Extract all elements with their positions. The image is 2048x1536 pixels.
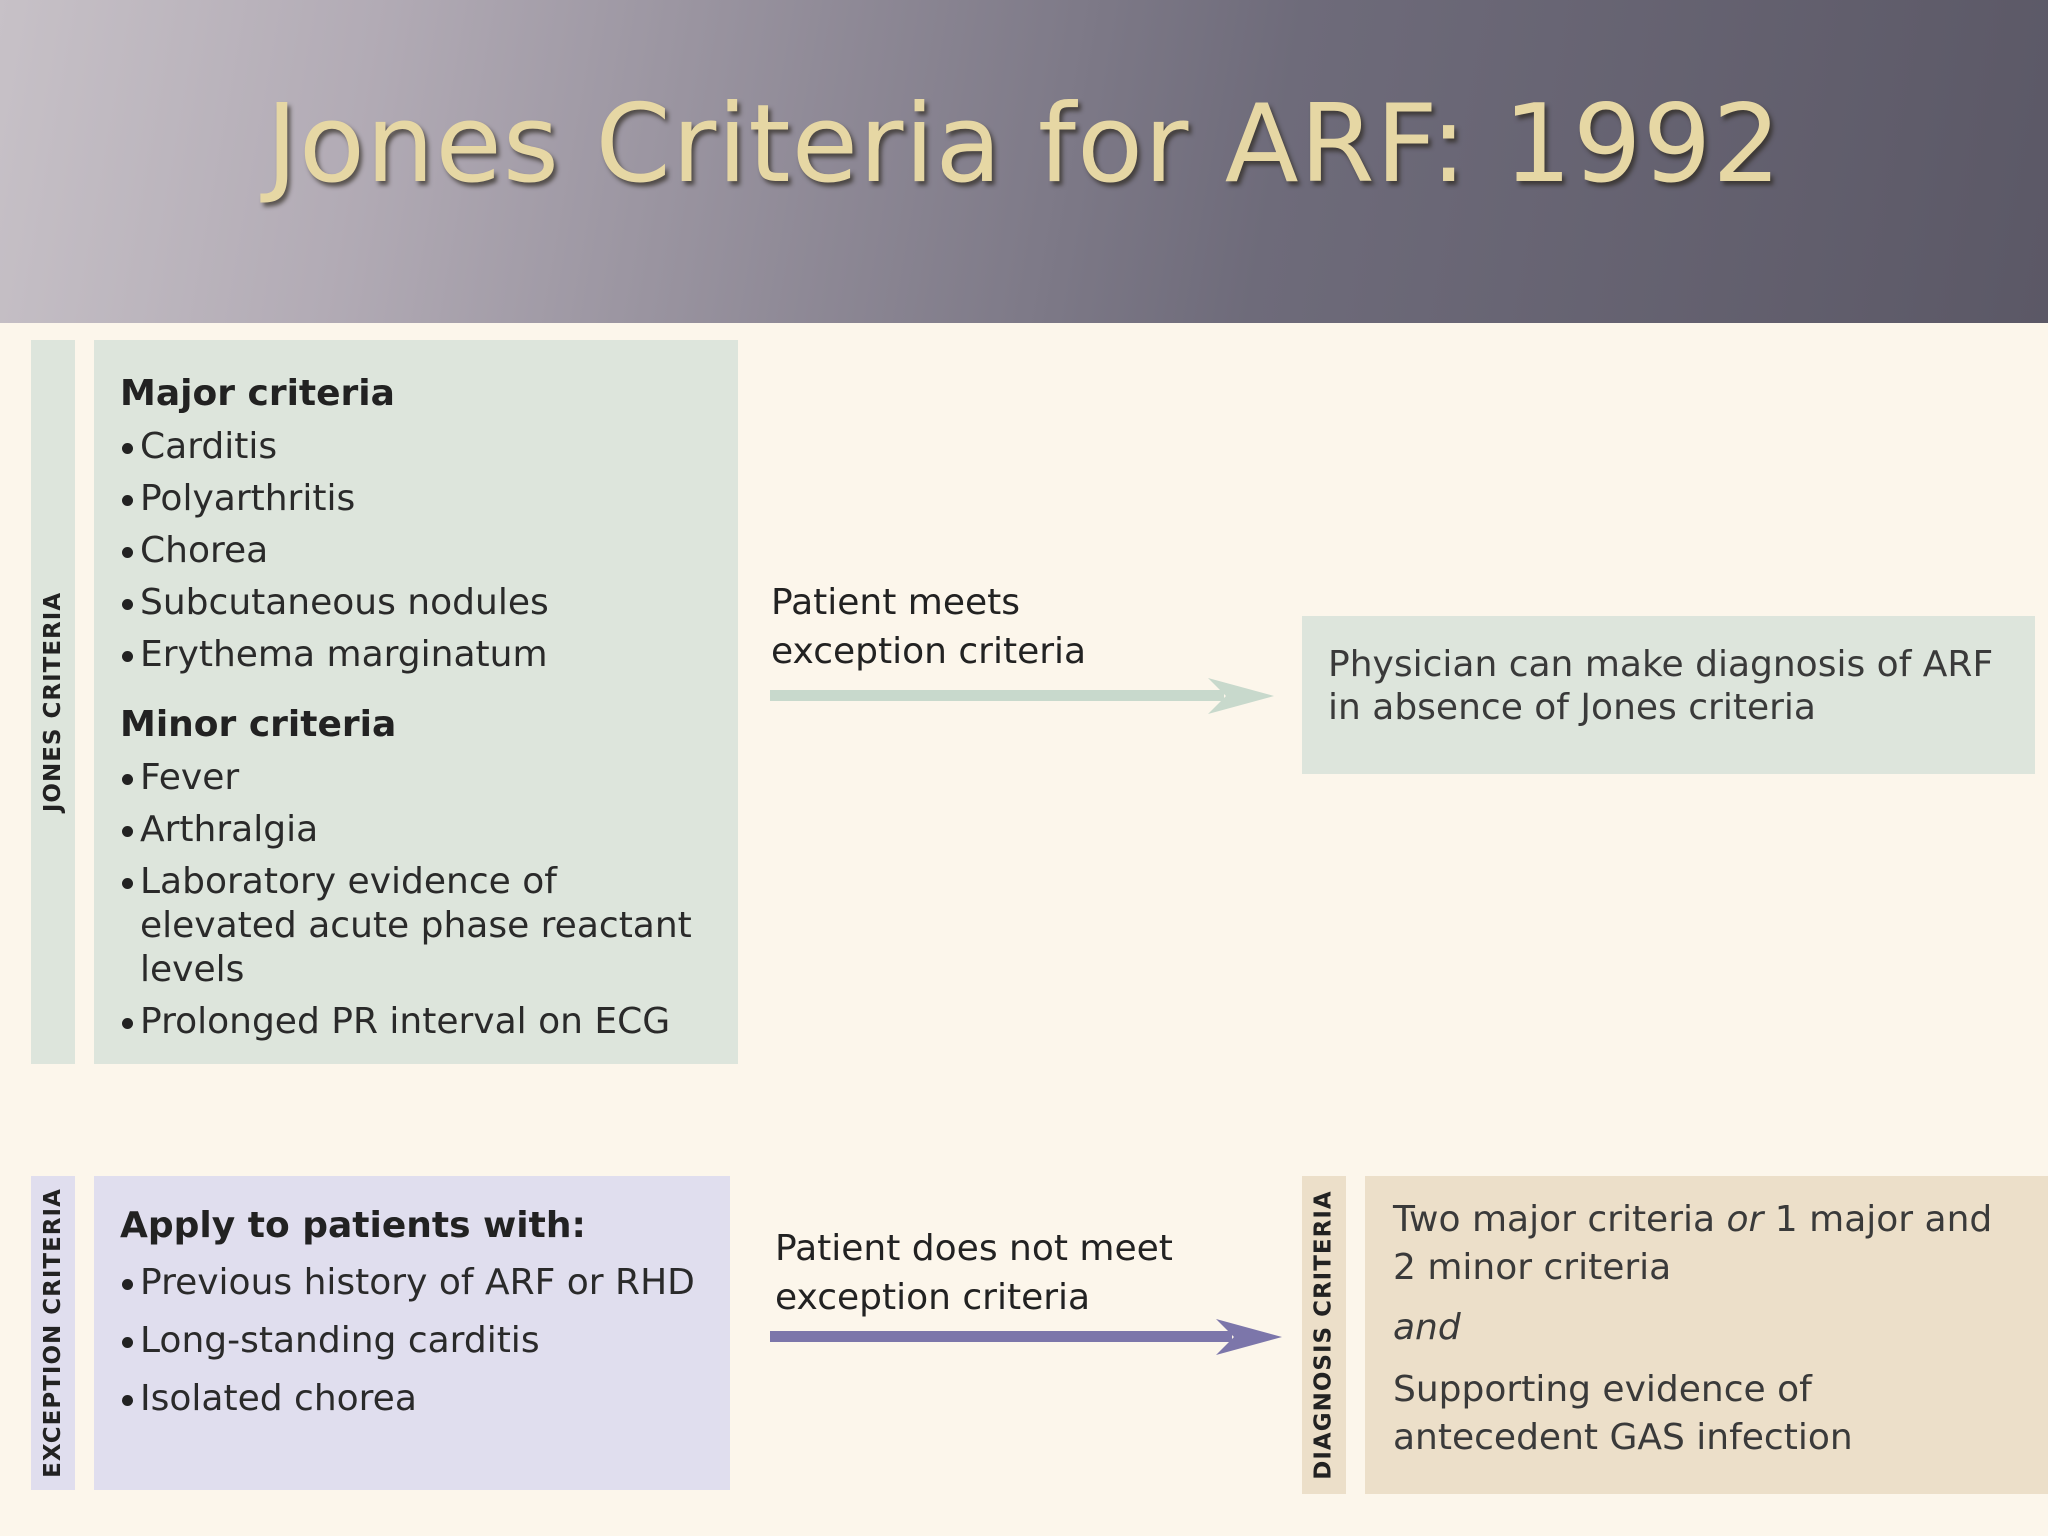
diagnosis-result-box [1302,616,2035,774]
list-item: Previous history of ARF or RHD [120,1261,710,1305]
meets-arrow-shaft [770,690,1224,701]
list-item: Chorea [120,529,718,573]
exception-criteria-label-text: EXCEPTION CRITERIA [40,1188,66,1478]
list-item: Prolonged PR interval on ECG [120,1000,718,1044]
title-banner [0,0,2048,323]
not-meets-exception-line2: exception criteria [775,1277,1091,1318]
jones-criteria-box [94,340,738,1064]
meets-exception-line1: Patient meets [771,582,1021,623]
diagnosis-or: or [1726,1199,1764,1240]
meets-arrow [768,676,1278,716]
diagnosis-criteria-label [1302,1176,1346,1494]
diagnosis-requirement-b: 1 major and 2 minor criteria [1393,1199,1993,1288]
diagnosis-criteria-box [1365,1176,2048,1494]
exception-heading: Apply to patients with: [120,1205,586,1246]
result-line2: in absence of Jones criteria [1328,687,1816,728]
exception-criteria-label [31,1176,75,1490]
jones-criteria-label-text: JONES CRITERIA [40,591,67,813]
not-meets-exception-line1: Patient does not meet [775,1228,1173,1269]
list-item: Long-standing carditis [120,1319,710,1363]
result-line1: Physician can make diagnosis of ARF [1328,644,1994,685]
list-item: Subcutaneous nodules [120,581,718,625]
diagnosis-criteria-label-text: DIAGNOSIS CRITERIA [1311,1190,1338,1480]
not-meets-exception-label [775,1224,1173,1322]
list-item: Erythema marginatum [120,633,718,677]
minor-criteria-list [120,756,718,1044]
list-item: Isolated chorea [120,1377,710,1421]
diagnosis-requirement [1393,1196,2008,1292]
major-criteria-heading: Major criteria [120,373,395,414]
exception-list [120,1261,710,1421]
not-meets-arrow-shaft [770,1331,1232,1342]
list-item: Laboratory evidence of elevated acute phase reactant levels [120,860,718,992]
minor-criteria-heading: Minor criteria [120,704,397,746]
page-title: Jones Criteria for ARF: 1992 [265,82,1782,207]
meets-exception-line2: exception criteria [771,631,1087,672]
meets-exception-label [771,578,1086,676]
major-criteria-list [120,425,718,677]
list-item: Carditis [120,425,718,469]
not-meets-arrow [768,1317,1288,1357]
list-item: Arthralgia [120,808,718,852]
diagnosis-requirement-a: Two major criteria [1393,1199,1727,1240]
diagnosis-and: and [1393,1307,1461,1348]
list-item: Polyarthritis [120,477,718,521]
diagnosis-supporting-evidence: Supporting evidence of antecedent GAS infection [1393,1369,1853,1458]
list-item: Fever [120,756,718,800]
jones-criteria-label [31,340,75,1064]
exception-criteria-box [94,1176,730,1490]
